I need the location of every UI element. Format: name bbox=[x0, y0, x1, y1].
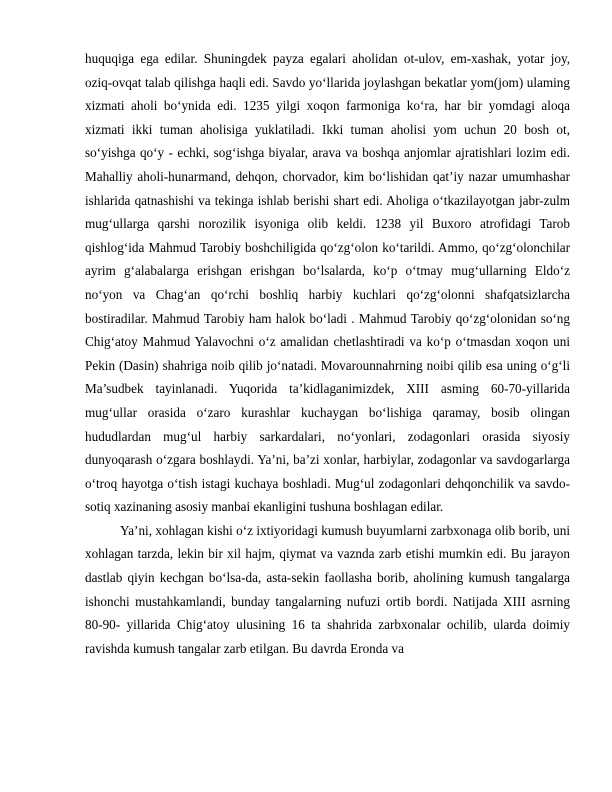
text-column bbox=[85, 47, 570, 660]
paragraph-2: Ya’ni, xohlagan kishi o‘z ixtiyoridagi kumush buyumlarni zarbxonaga olib borib, uni xohlagan tarzda, lekin bir xil hajm, qiymat va vaznda zarb etishi mumkin edi. Bu jarayon dastlab qiyin kechgan bo‘lsa-da, asta-sekin faollasha borib, aholining kumush tangalarga ishonchi mustahkamlandi, bunday tangalarning nufuzi ortib bordi. Natijada XIII asrning 80-90- yillarida Chig‘atoy ulusining 16 ta shahrida zarbxonalar ochilib, ularda doimiy ravishda kumush tangalar zarb etilgan. Bu davrda Eronda va bbox=[85, 522, 570, 656]
paragraph-1: huquqiga ega edilar. Shuningdek payza egalari aholidan ot-ulov, em-xashak, yotar joy, oziq-ovqat talab qilishga haqli edi. Savdo yo‘llarida joylashgan bekatlar yom(jom) ulaming xizmati aholi bo‘ynida edi. 1235 yilgi xoqon farmoniga ko‘ra, har bir yomdagi aloqa xizmati ikki tuman aholisiga yuklatiladi. Ikki tuman aholisi yom uchun 20 bosh ot, so‘yishga qo‘y - echki, sog‘ishga biyalar, arava va boshqa anjomlar ajratishlari lozim edi. Mahalliy aholi-hunarmand, dehqon, chorvador, kim bo‘lishidan qat’iy nazar umumhashar ishlarida qatnashishi va tekinga ishlab berishi shart edi. Aholiga o‘tkazilayotgan jabr-zulm mug‘ullarga qarshi norozilik isyoniga olib keldi. 1238 yil Buxoro atrofidagi Tarob qishlog‘ida Mahmud Tarobiy boshchiligida qo‘zg‘olon ko‘tarildi. Ammo, qo‘zg‘olonchilar ayrim g‘alabalarga erishgan erishgan bo‘lsalarda, ko‘p o‘tmay mug‘ullarning Eldo‘z no‘yon va Chag‘an qo‘rchi boshliq harbiy kuchlari qo‘zg‘olonni shafqatsizlarcha bostiradilar. Mahmud Tarobiy ham halok bo‘ladi . Mahmud Tarobiy qo‘zg‘olonidan so‘ng Chig‘atoy Mahmud Yalavochni o‘z amalidan chetlashtiradi va ko‘p o‘tmasdan xoqon uni Pekin (Dasin) shahriga noib qilib jo‘natadi. Movarounnahrning noibi qilib esa uning o‘g‘li Ma’sudbek tayinlanadi. Yuqorida ta’kidlaganimizdek, XIII asming 60-70-yillarida mug‘ullar orasida o‘zaro kurashlar kuchaygan bo‘lishiga qaramay, bosib olingan hududlardan mug‘ul harbiy sarkardalari, no‘yonlari, zodagonlari orasida siyosiy dunyoqarash o‘zgara boshlaydi. Ya’ni, ba’zi xonlar, harbiylar, zodagonlar va savdogarlarga o‘troq hayotga o‘tish istagi kuchaya boshladi. Mug‘ul zodagonlari dehqonchilik va savdo-sotiq xazinaning asosiy manbai ekanligini tushuna boshlagan edilar. bbox=[85, 51, 570, 515]
